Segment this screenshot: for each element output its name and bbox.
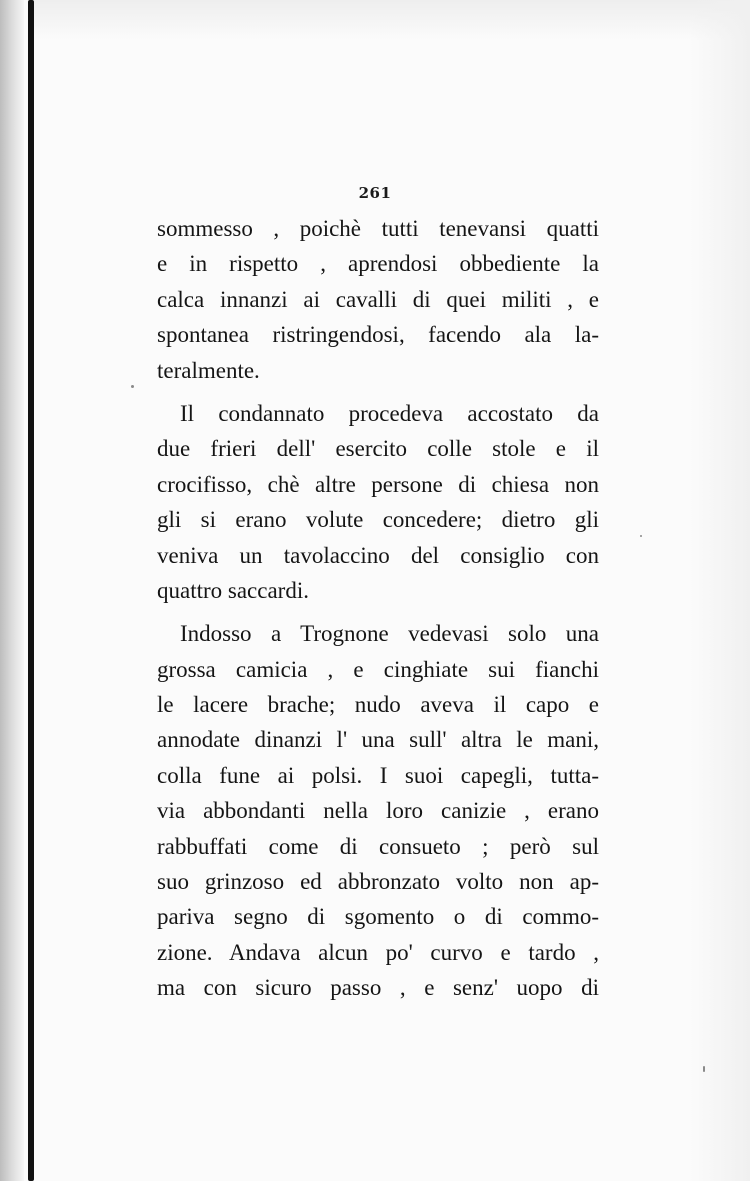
text-line: Indosso a Trognone vedevasi solo una xyxy=(180,621,599,647)
text-line: suo grinzoso ed abbronzato volto non ap- xyxy=(157,869,599,895)
paper-speck xyxy=(640,535,642,537)
text-line: ma con sicuro passo , e senz' uopo di xyxy=(157,975,599,1001)
text-line: annodate dinanzi l' una sull' altra le mani, xyxy=(157,727,599,753)
page-number: 261 xyxy=(358,184,392,202)
text-line: pariva segno di sgomento o di commo- xyxy=(157,904,599,930)
text-line: teralmente. xyxy=(157,357,260,383)
text-line: crocifisso, chè altre persone di chiesa non xyxy=(157,471,599,497)
text-line: Il condannato procedeva accostato da xyxy=(180,400,599,426)
body-text xyxy=(157,211,599,1006)
text-line: e in rispetto , aprendosi obbediente la xyxy=(157,251,599,277)
text-line: veniva un tavolaccino del consiglio con xyxy=(157,542,599,568)
text-line: via abbondanti nella loro canizie , erano xyxy=(157,798,599,824)
paper-speck xyxy=(703,1066,705,1072)
page-binding-edge xyxy=(28,0,34,1181)
text-line: grossa camicia , e cinghiate sui fianchi xyxy=(157,656,599,682)
text-line: quattro saccardi. xyxy=(157,577,309,603)
top-paper-tint xyxy=(34,0,750,40)
text-line: colla fune ai polsi. I suoi capegli, tutta- xyxy=(157,762,599,788)
paragraph-gap xyxy=(157,608,599,616)
paragraph-gap xyxy=(157,388,599,396)
text-line: spontanea ristringendosi, facendo ala la- xyxy=(157,322,599,348)
right-paper-tint xyxy=(690,0,750,1181)
paper-speck xyxy=(131,385,134,388)
text-line: le lacere brache; nudo aveva il capo e xyxy=(157,692,599,718)
text-line: sommesso , poichè tutti tenevansi quatti xyxy=(157,216,599,241)
text-line: zione. Andava alcun po' curvo e tardo , xyxy=(157,939,599,965)
text-line: rabbuffati come di consueto ; però sul xyxy=(157,833,599,859)
text-line: calca innanzi ai cavalli di quei militi , e xyxy=(157,286,599,312)
text-line: due frieri dell' esercito colle stole e il xyxy=(157,436,599,462)
text-line: gli si erano volute concedere; dietro gli xyxy=(157,507,599,533)
spine-shadow xyxy=(0,0,24,1181)
